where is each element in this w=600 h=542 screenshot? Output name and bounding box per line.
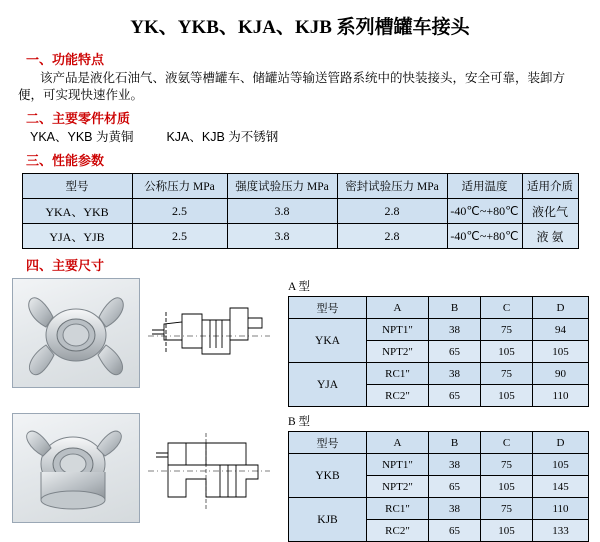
dim-header-cell: B <box>429 432 481 454</box>
technical-drawing-a <box>146 278 274 388</box>
dim-header-cell: A <box>367 432 429 454</box>
dim-header-cell: 型号 <box>289 297 367 319</box>
spec-header-cell: 强度试验压力 MPa <box>227 174 337 199</box>
dim-cell: RC2" <box>367 520 429 542</box>
spec-cell: 2.5 <box>132 199 227 224</box>
spec-cell: 3.8 <box>227 199 337 224</box>
dim-cell: 105 <box>533 341 589 363</box>
dimension-table-label-b: B 型 <box>288 416 311 428</box>
dim-header-cell: A <box>367 297 429 319</box>
dim-header-cell: B <box>429 297 481 319</box>
dim-model-cell: KJB <box>289 498 367 542</box>
dim-cell: 65 <box>429 385 481 407</box>
dim-cell: 75 <box>481 454 533 476</box>
dim-header-cell: 型号 <box>289 432 367 454</box>
spec-header-cell: 型号 <box>22 174 132 199</box>
dim-cell: NPT2" <box>367 341 429 363</box>
dim-header-cell: C <box>481 297 533 319</box>
product-photo-b <box>12 413 140 523</box>
section-1-text: 该产品是液化石油气、液氨等槽罐车、储罐站等输送管路系统中的快装接头，安全可靠，装卸方便，可实现快速作业。 <box>18 71 566 102</box>
material-brass: YKA、YKB 为黄铜 <box>30 130 134 144</box>
dim-cell: RC1" <box>367 498 429 520</box>
section-2-heading: 二、主要零件材质 <box>26 111 131 126</box>
dim-cell: 38 <box>429 363 481 385</box>
dim-cell: 133 <box>533 520 589 542</box>
dim-cell: NPT2" <box>367 476 429 498</box>
dimension-block-b <box>12 413 588 542</box>
spec-cell: YKA、YKB <box>22 199 132 224</box>
section-3-heading: 三、性能参数 <box>26 153 105 168</box>
dim-header-cell: C <box>481 432 533 454</box>
section-1-heading: 一、功能特点 <box>26 52 105 67</box>
table-row <box>22 224 578 249</box>
dim-cell: 90 <box>533 363 589 385</box>
dimension-table-b <box>288 431 589 542</box>
dim-cell: NPT1" <box>367 319 429 341</box>
dim-cell: 38 <box>429 454 481 476</box>
spec-cell: 2.5 <box>132 224 227 249</box>
dim-cell: 105 <box>481 520 533 542</box>
table-row <box>289 363 589 385</box>
dim-header-cell: D <box>533 432 589 454</box>
dim-cell: 94 <box>533 319 589 341</box>
spec-header-cell: 适用介质 <box>522 174 578 199</box>
dimension-table-a <box>288 296 589 407</box>
spec-table-header-row <box>22 174 578 199</box>
table-row <box>289 454 589 476</box>
product-photo-a <box>12 278 140 388</box>
section-2-text <box>30 129 582 146</box>
spec-table <box>22 173 579 249</box>
dim-cell: 110 <box>533 498 589 520</box>
table-row <box>22 199 578 224</box>
dim-cell: 38 <box>429 319 481 341</box>
material-stainless: KJA、KJB 为不锈钢 <box>166 130 279 144</box>
spec-cell: 2.8 <box>337 199 447 224</box>
spec-header-cell: 密封试验压力 MPa <box>337 174 447 199</box>
dim-cell: 65 <box>429 520 481 542</box>
dimension-table-wrap-b <box>288 413 589 542</box>
dim-header-row <box>289 297 589 319</box>
dim-cell: 65 <box>429 476 481 498</box>
page-title: YK、YKB、KJA、KJB 系列槽罐车接头 <box>130 17 470 38</box>
spec-cell: 3.8 <box>227 224 337 249</box>
dim-cell: 105 <box>481 341 533 363</box>
table-row <box>289 319 589 341</box>
dim-cell: NPT1" <box>367 454 429 476</box>
spec-header-cell: 适用温度 <box>447 174 522 199</box>
technical-drawing-b <box>146 413 274 523</box>
dimension-block-a <box>12 278 588 407</box>
dim-cell: 110 <box>533 385 589 407</box>
spec-cell: 液化气 <box>522 199 578 224</box>
spec-header-cell: 公称压力 MPa <box>132 174 227 199</box>
dim-model-cell: YKB <box>289 454 367 498</box>
dim-cell: RC1" <box>367 363 429 385</box>
dim-cell: 75 <box>481 498 533 520</box>
dim-cell: 75 <box>481 363 533 385</box>
spec-cell: -40℃~+80℃ <box>447 224 522 249</box>
dim-cell: 65 <box>429 341 481 363</box>
dimension-table-wrap-a <box>288 278 589 407</box>
dim-header-cell: D <box>533 297 589 319</box>
dim-cell: 75 <box>481 319 533 341</box>
dim-cell: 105 <box>533 454 589 476</box>
dim-cell: 145 <box>533 476 589 498</box>
section-4-heading: 四、主要尺寸 <box>26 258 105 273</box>
spec-cell: YJA、YJB <box>22 224 132 249</box>
table-row <box>289 498 589 520</box>
spec-cell: 2.8 <box>337 224 447 249</box>
spec-cell: -40℃~+80℃ <box>447 199 522 224</box>
dim-cell: 38 <box>429 498 481 520</box>
dim-cell: RC2" <box>367 385 429 407</box>
dim-header-row <box>289 432 589 454</box>
dim-cell: 105 <box>481 476 533 498</box>
dim-cell: 105 <box>481 385 533 407</box>
dim-model-cell: YKA <box>289 319 367 363</box>
dim-model-cell: YJA <box>289 363 367 407</box>
dimension-table-label-a: A 型 <box>288 281 311 293</box>
spec-cell: 液 氨 <box>522 224 578 249</box>
dimension-blocks <box>12 278 588 542</box>
